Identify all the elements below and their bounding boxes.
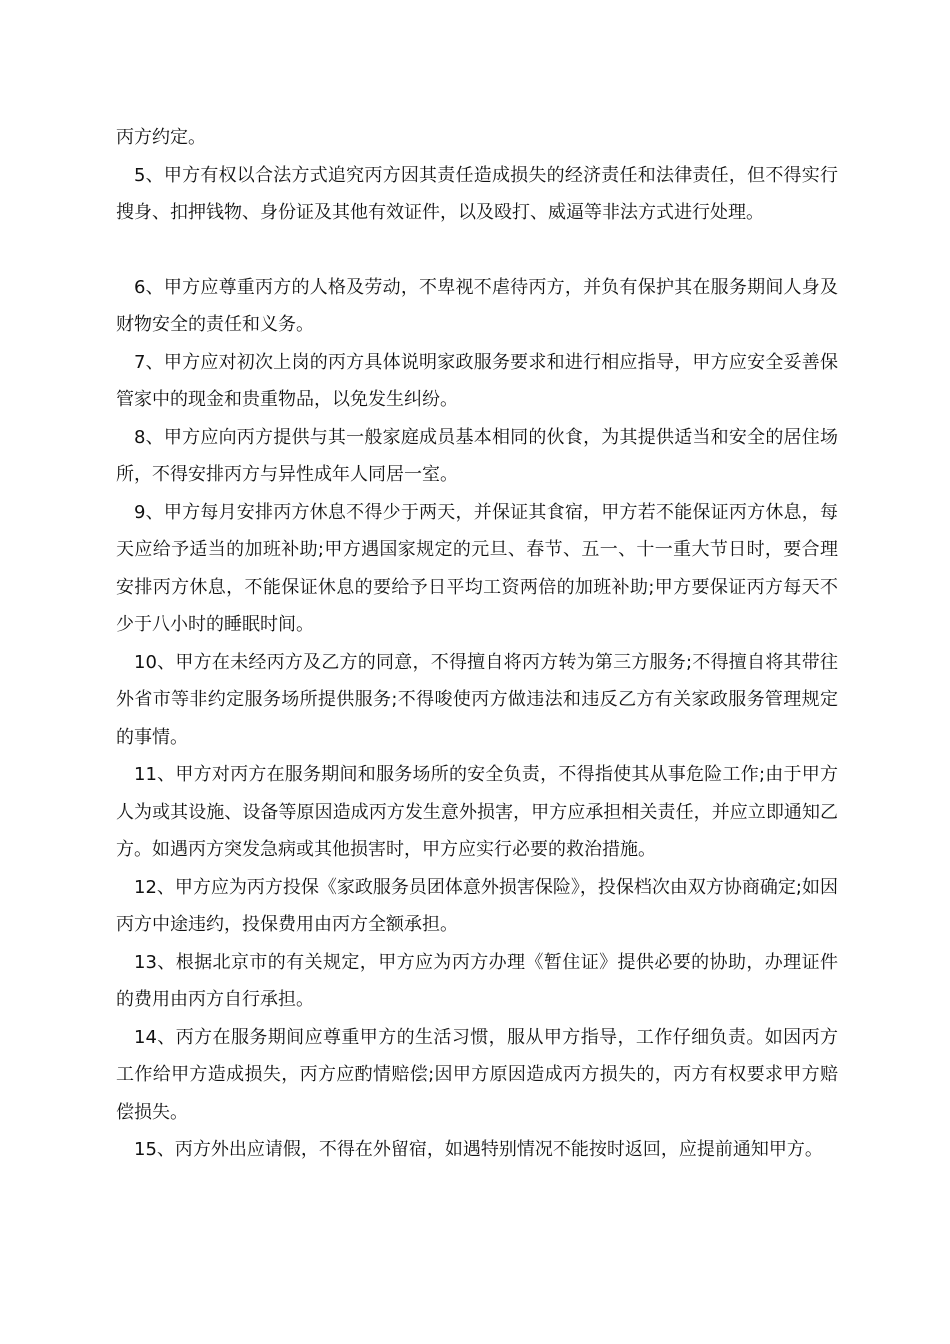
paragraph-clause-13: 13、根据北京市的有关规定，甲方应为丙方办理《暂住证》提供必要的协助，办理证件的费用由丙方自行承担。 bbox=[116, 951, 838, 1010]
paragraph-continuation: 丙方约定。 bbox=[116, 127, 206, 148]
paragraph-clause-10: 10、甲方在未经丙方及乙方的同意，不得擅自将丙方转为第三方服务;不得擅自将其带往外省市等非约定服务场所提供服务;不得唆使丙方做违法和违反乙方有关家政服务管理规定的事情。 bbox=[116, 651, 838, 748]
paragraph-clause-5: 5、甲方有权以合法方式追究丙方因其责任造成损失的经济责任和法律责任，但不得实行搜身、扣押钱物、身份证及其他有效证件，以及殴打、威逼等非法方式进行处理。 bbox=[116, 164, 838, 223]
document-page bbox=[116, 119, 838, 1169]
paragraph-clause-15: 15、丙方外出应请假，不得在外留宿，如遇特别情况不能按时返回，应提前通知甲方。 bbox=[134, 1139, 823, 1160]
paragraph-clause-14: 14、丙方在服务期间应尊重甲方的生活习惯，服从甲方指导，工作仔细负责。如因丙方工作给甲方造成损失，丙方应酌情赔偿;因甲方原因造成丙方损失的，丙方有权要求甲方赔偿损失。 bbox=[116, 1026, 838, 1123]
paragraph-clause-8: 8、甲方应向丙方提供与其一般家庭成员基本相同的伙食，为其提供适当和安全的居住场所，不得安排丙方与异性成年人同居一室。 bbox=[116, 426, 838, 485]
paragraph-clause-12: 12、甲方应为丙方投保《家政服务员团体意外损害保险》，投保档次由双方协商确定;如因丙方中途违约，投保费用由丙方全额承担。 bbox=[116, 876, 838, 935]
paragraph-clause-9: 9、甲方每月安排丙方休息不得少于两天，并保证其食宿，甲方若不能保证丙方休息，每天应给予适当的加班补助;甲方遇国家规定的元旦、春节、五一、十一重大节日时，要合理安排丙方休息，不能保证休息的要给予日平均工资两倍的加班补助;甲方要保证丙方每天不少于八小时的睡眠时间。 bbox=[116, 501, 838, 635]
paragraph-clause-7: 7、甲方应对初次上岗的丙方具体说明家政服务要求和进行相应指导，甲方应安全妥善保管家中的现金和贵重物品，以免发生纠纷。 bbox=[116, 351, 838, 410]
paragraph-clause-6: 6、甲方应尊重丙方的人格及劳动，不卑视不虐待丙方，并负有保护其在服务期间人身及财物安全的责任和义务。 bbox=[116, 276, 838, 335]
paragraph-clause-11: 11、甲方对丙方在服务期间和服务场所的安全负责，不得指使其从事危险工作;由于甲方人为或其设施、设备等原因造成丙方发生意外损害，甲方应承担相关责任，并应立即通知乙方。如遇丙方突发急病或其他损害时，甲方应实行必要的救治措施。 bbox=[116, 764, 838, 860]
